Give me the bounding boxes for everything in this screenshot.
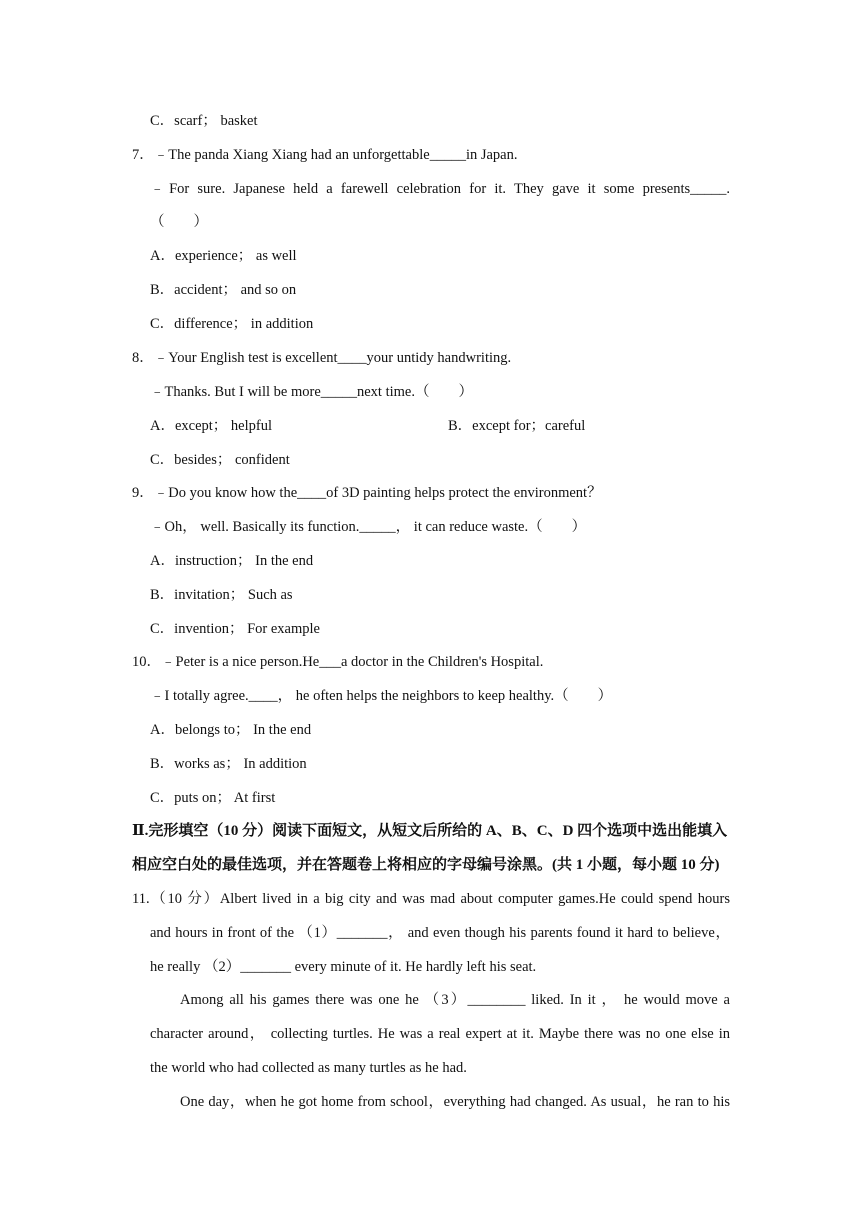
option-a-q9: A．instruction； In the end <box>150 553 314 569</box>
question-7-blank: （ ） <box>150 214 208 230</box>
option-a-q10: A．belongs to； In the end <box>150 722 312 738</box>
section-heading-cloze: Ⅱ.完形填空（10 分）阅读下面短文，从短文后所给的 A、B、C、D 四个选项中选出能填入 <box>132 823 728 839</box>
option-a-q8: A．except； helpful <box>150 418 273 434</box>
option-a-q7: A．experience； as well <box>150 248 297 264</box>
option-c-q9: C．invention； For example <box>150 621 320 637</box>
question-11-passage-line-3: he really （2）_______ every minute of it. He hardly left his seat. <box>150 959 537 975</box>
question-9-stem: 9．﹣Do you know how the____of 3D painting helps protect the environment？ <box>132 485 602 501</box>
option-c-q7: C．difference； in addition <box>150 316 314 332</box>
question-11-passage-line-4: Among all his games there was one he （3）________ liked. In it ， he would move a <box>180 992 730 1008</box>
question-11-passage-line-6: the world who had collected as many turtles as he had. <box>150 1060 467 1076</box>
question-11-passage-line-2: and hours in front of the （1）_______， and even though his parents found it hard to believe， <box>150 925 730 941</box>
option-b-q10: B．works as； In addition <box>150 756 307 772</box>
question-9-reply: ﹣Oh， well. Basically its function._____， it can reduce waste.（ ） <box>150 519 587 535</box>
option-b-q9: B．invitation； Such as <box>150 587 293 603</box>
question-11-passage-line-5: character around， collecting turtles. He was a real expert at it. Maybe there was no one else in <box>150 1026 730 1042</box>
question-10-stem: 10．﹣Peter is a nice person.He___a doctor in the Children's Hospital. <box>132 654 544 670</box>
question-8-stem: 8．﹣Your English test is excellent____your untidy handwriting. <box>132 350 512 366</box>
option-c-q8: C．besides； confident <box>150 452 290 468</box>
question-7-stem: 7．﹣The panda Xiang Xiang had an unforgettable_____in Japan. <box>132 147 518 163</box>
question-7-reply: ﹣For sure. Japanese held a farewell celebration for it. They gave it some presents_____. <box>150 181 730 197</box>
question-11-passage-line-1: 11.（10 分）Albert lived in a big city and was mad about computer games.He could spend hours <box>132 891 730 907</box>
option-c-q10: C．puts on； At first <box>150 790 276 806</box>
option-b-q8: B．except for；careful <box>448 418 586 434</box>
option-b-q7: B．accident； and so on <box>150 282 297 298</box>
section-heading-cloze-cont: 相应空白处的最佳选项，并在答题卷上将相应的字母编号涂黑。(共 1 小题，每小题 10 分) <box>132 857 720 873</box>
question-11-passage-line-7: One day，when he got home from school，everything had changed. As usual，he ran to his <box>180 1094 730 1110</box>
question-8-reply: ﹣Thanks. But I will be more_____next time.（ ） <box>150 384 473 400</box>
question-10-reply: ﹣I totally agree.____， he often helps the neighbors to keep healthy.（ ） <box>150 688 613 704</box>
option-c-q6: C．scarf； basket <box>150 113 258 129</box>
